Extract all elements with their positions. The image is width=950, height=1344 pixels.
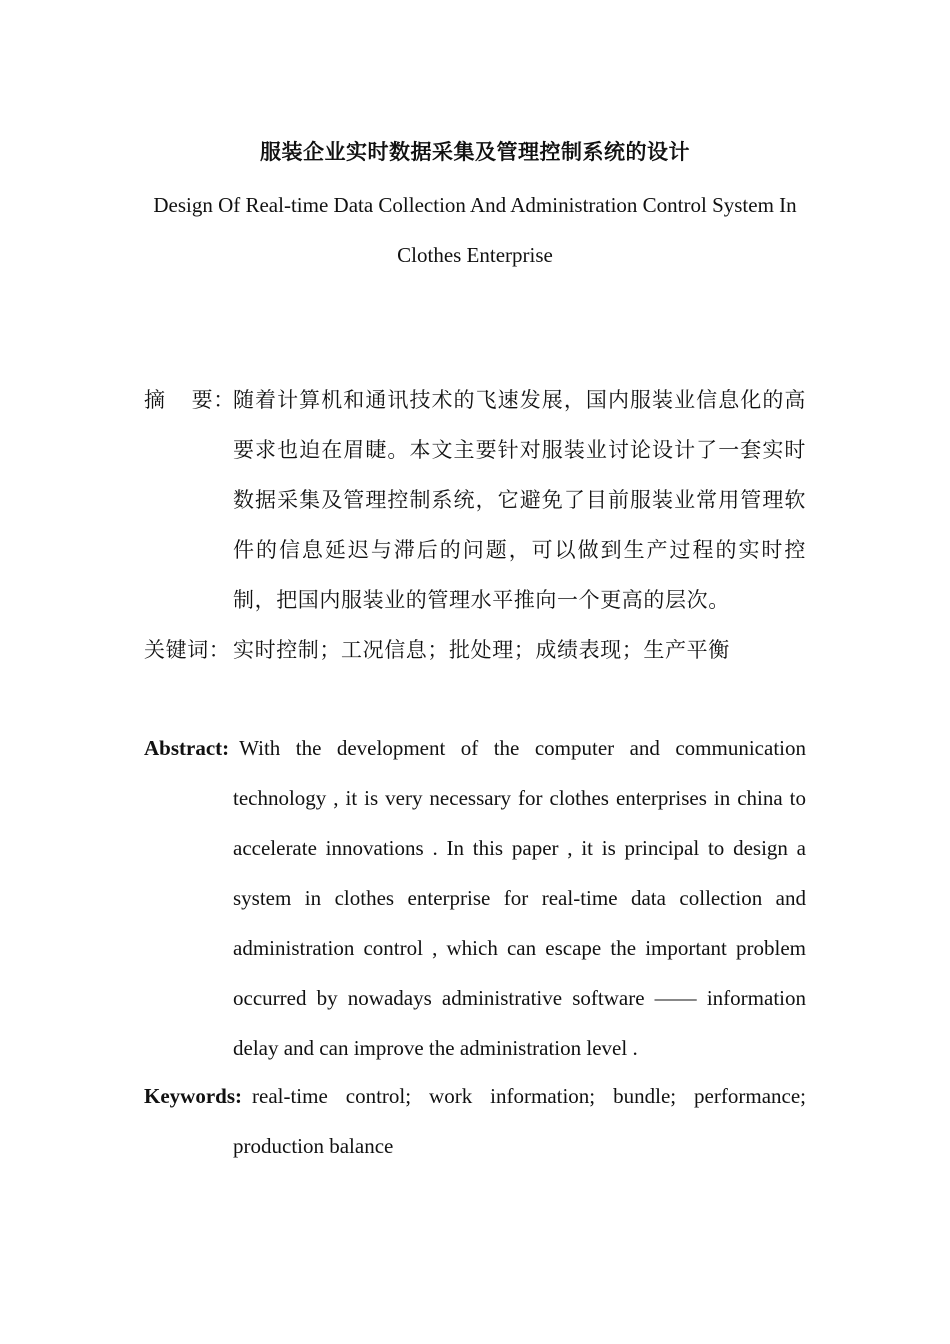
keywords-english-text: real-time control; work information; bundle; performance; production balance	[233, 1084, 806, 1158]
abstract-chinese	[144, 375, 806, 625]
abstract-chinese-label	[144, 375, 235, 425]
abstract-english-text-content: With the development of the computer and communication technology , it is very necessary for clothes enterprises in china to accelerate innovations . In this paper , it is principal to design a system in clothes enterprise for real-time data collection and administration control , which can escape the important problem occurred by nowadays administrative software —— information delay and can improve the administration level .	[233, 736, 806, 1060]
abstract-chinese-text: 随着计算机和通讯技术的飞速发展，国内服装业信息化的高要求也迫在眉睫。本文主要针对服装业讨论设计了一套实时数据采集及管理控制系统，它避免了目前服装业常用管理软件的信息延迟与滞后的问题，可以做到生产过程的实时控制，把国内服装业的管理水平推向一个更高的层次。	[233, 388, 806, 612]
abstract-english-text	[233, 723, 806, 1073]
abstract-chinese-label-part2: 要：	[191, 388, 235, 412]
keywords-chinese-text: 实时控制；工况信息；批处理；成绩表现；生产平衡	[233, 638, 730, 662]
abstract-chinese-label-part1: 摘	[144, 388, 166, 412]
keywords-english-label: Keywords:	[144, 1084, 242, 1108]
keywords-chinese	[144, 625, 806, 675]
title-chinese: 服装企业实时数据采集及管理控制系统的设计	[260, 140, 690, 164]
abstract-english	[144, 723, 806, 1073]
abstract-english-label: Abstract:	[144, 736, 230, 760]
title-english: Design Of Real-time Data Collection And Administration Control System In Clothes Enterprise	[153, 193, 797, 267]
keywords-english	[144, 1071, 806, 1171]
keywords-chinese-label: 关键词：	[144, 638, 231, 662]
